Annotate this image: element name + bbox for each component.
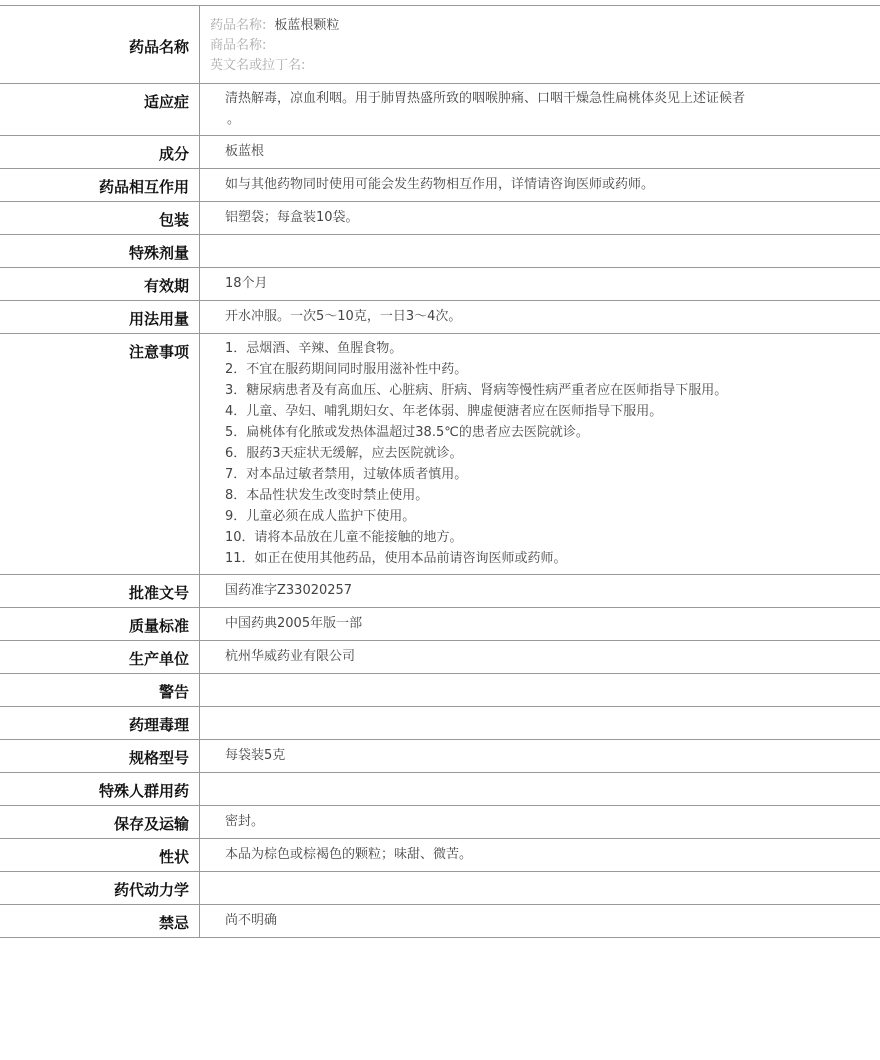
storage-value: 密封。 xyxy=(225,814,265,829)
special-population-value xyxy=(200,773,880,805)
spec-value: 每袋装5克 xyxy=(225,748,286,763)
row-label: 药代动力学 xyxy=(0,872,200,904)
approval-value: 国药准字Z33020257 xyxy=(225,583,353,598)
row-label: 用法用量 xyxy=(0,301,200,333)
row-label: 质量标准 xyxy=(0,608,200,640)
list-item: 1．忌烟酒、辛辣、鱼腥食物。 xyxy=(225,341,403,356)
row-label: 包装 xyxy=(0,202,200,234)
row-manufacturer xyxy=(0,641,880,674)
latin-name-key: 英文名或拉丁名: xyxy=(210,58,306,73)
indications-line-2: 。 xyxy=(227,112,241,127)
indications-line-1: 清热解毒，凉血利咽。用于肺胃热盛所致的咽喉肿痛、口咽干燥急性扁桃体炎见上述证候者 xyxy=(225,91,746,106)
generic-name-line xyxy=(210,16,880,36)
row-contraindications xyxy=(0,905,880,938)
contraindications-value: 尚不明确 xyxy=(225,913,278,928)
precautions-list xyxy=(200,334,880,574)
row-character xyxy=(0,839,880,872)
row-validity xyxy=(0,268,880,301)
row-usage xyxy=(0,301,880,334)
list-item: 11．如正在使用其他药品，使用本品前请咨询医师或药师。 xyxy=(225,551,567,566)
row-pharmacokinetics xyxy=(0,872,880,905)
ingredients-value: 板蓝根 xyxy=(225,144,265,159)
row-label: 有效期 xyxy=(0,268,200,300)
standard-value: 中国药典2005年版一部 xyxy=(225,616,363,631)
trade-name-line xyxy=(210,36,880,56)
row-spec xyxy=(0,740,880,773)
row-label: 特殊剂量 xyxy=(0,235,200,267)
row-package xyxy=(0,202,880,235)
row-interactions xyxy=(0,169,880,202)
list-item: 4．儿童、孕妇、哺乳期妇女、年老体弱、脾虚便溏者应在医师指导下服用。 xyxy=(225,404,663,419)
row-special-dosage xyxy=(0,235,880,268)
row-label: 药品名称 xyxy=(0,6,200,83)
pharmacokinetics-value xyxy=(200,872,880,904)
drug-info-table xyxy=(0,5,880,938)
row-storage xyxy=(0,806,880,839)
row-label: 药理毒理 xyxy=(0,707,200,739)
row-label: 性状 xyxy=(0,839,200,871)
row-ingredients xyxy=(0,136,880,169)
generic-name-value: 板蓝根颗粒 xyxy=(274,18,340,33)
character-value: 本品为棕色或棕褐色的颗粒；味甜、微苦。 xyxy=(225,847,473,862)
pharmacology-value xyxy=(200,707,880,739)
interactions-value: 如与其他药物同时使用可能会发生药物相互作用，详情请咨询医师或药师。 xyxy=(225,177,655,192)
row-label: 禁忌 xyxy=(0,905,200,937)
generic-name-key: 药品名称: xyxy=(210,18,267,33)
validity-value: 18个月 xyxy=(225,276,268,291)
warning-value xyxy=(200,674,880,706)
row-drug-name xyxy=(0,5,880,84)
row-label: 药品相互作用 xyxy=(0,169,200,201)
row-approval xyxy=(0,575,880,608)
list-item: 10．请将本品放在儿童不能接触的地方。 xyxy=(225,530,463,545)
row-indications xyxy=(0,84,880,136)
drug-name-block xyxy=(200,6,880,83)
trade-name-key: 商品名称: xyxy=(210,38,267,53)
latin-name-line xyxy=(210,56,880,76)
list-item: 2．不宜在服药期间同时服用滋补性中药。 xyxy=(225,362,468,377)
row-label: 生产单位 xyxy=(0,641,200,673)
row-label: 规格型号 xyxy=(0,740,200,772)
list-item: 3．糖尿病患者及有高血压、心脏病、肝病、肾病等慢性病严重者应在医师指导下服用。 xyxy=(225,383,728,398)
list-item: 8．本品性状发生改变时禁止使用。 xyxy=(225,488,429,503)
list-item: 9．儿童必须在成人监护下使用。 xyxy=(225,509,416,524)
row-precautions xyxy=(0,334,880,575)
manufacturer-value: 杭州华威药业有限公司 xyxy=(225,649,356,664)
row-label: 特殊人群用药 xyxy=(0,773,200,805)
row-special-population xyxy=(0,773,880,806)
row-label: 警告 xyxy=(0,674,200,706)
row-label: 成分 xyxy=(0,136,200,168)
row-warning xyxy=(0,674,880,707)
row-label: 批准文号 xyxy=(0,575,200,607)
row-standard xyxy=(0,608,880,641)
row-pharmacology xyxy=(0,707,880,740)
list-item: 7．对本品过敏者禁用，过敏体质者慎用。 xyxy=(225,467,468,482)
usage-value: 开水冲服。一次5～10克，一日3～4次。 xyxy=(225,309,462,324)
list-item: 5．扁桃体有化脓或发热体温超过38.5℃的患者应去医院就诊。 xyxy=(225,425,589,440)
row-label: 适应症 xyxy=(0,84,200,135)
row-label: 注意事项 xyxy=(0,334,200,574)
list-item: 6．服药3天症状无缓解，应去医院就诊。 xyxy=(225,446,463,461)
row-label: 保存及运输 xyxy=(0,806,200,838)
special-dosage-value xyxy=(200,235,880,267)
package-value: 铝塑袋；每盒装10袋。 xyxy=(225,210,359,225)
indications-value xyxy=(200,84,880,135)
